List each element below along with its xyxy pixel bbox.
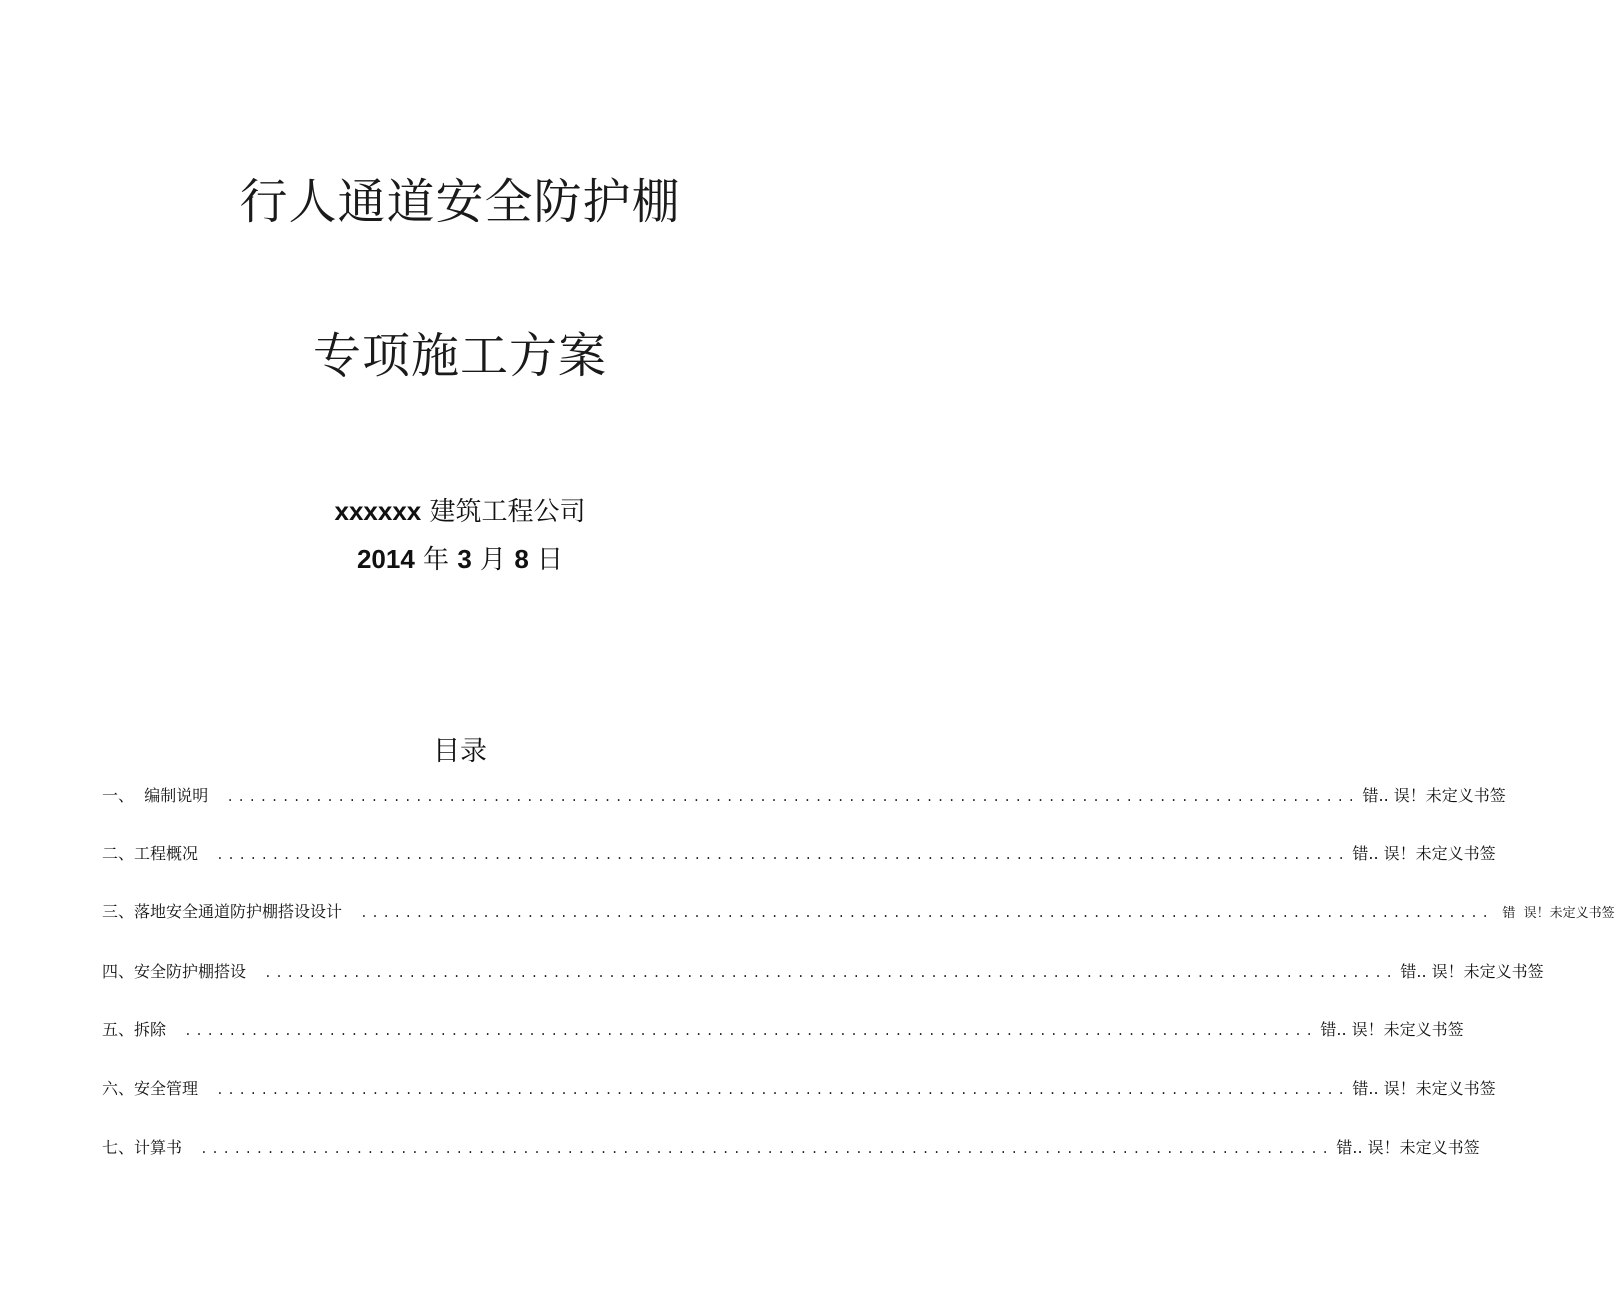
date-day: 8 [514,544,529,574]
toc-entry-label: 安全防护棚搭设 [134,962,247,981]
toc-entry-label: 编制说明 [134,786,209,805]
company-name-chinese: 建筑工程公司 [421,497,586,527]
toc-entry-page: 错.. 误！未定义书签 [1320,1020,1464,1039]
date-day-unit: 日 [528,545,564,575]
toc-entry-number: 六、 [102,1079,135,1098]
toc-entry[interactable] [102,1136,1480,1160]
toc-entry-page: 错.. 误！未定义书签 [1352,1079,1496,1098]
toc-entry[interactable] [102,842,1496,866]
toc-entry-page: 错.. 误！未定义书签 [1352,844,1496,863]
toc-heading: 目录 [433,736,487,767]
toc-leader-dots: ...................................................................................................... [216,1083,1349,1098]
toc-entry[interactable] [102,900,1615,924]
toc-entry-label: 工程概况 [134,844,199,863]
toc-entry-number: 一、 [102,786,135,805]
toc-entry-label: 计算书 [134,1138,183,1157]
date-year-unit: 年 [414,545,458,575]
toc-entry-page: 错.. 误！未定义书签 [1336,1138,1480,1157]
toc-leader-dots: ...................................................................................................... [264,966,1397,981]
toc-entry-page: 错 误！未定义书签 [1502,906,1615,921]
toc-entry[interactable] [102,960,1544,984]
toc-entry[interactable] [102,1077,1496,1101]
date-month-unit: 月 [471,545,515,575]
toc-entry-number: 二、 [102,844,135,863]
toc-leader-dots: ...................................................................................................... [360,906,1493,921]
company-name-latin: xxxxxx [334,496,422,526]
toc-entry-number: 五、 [102,1020,135,1039]
toc-entry-number: 三、 [102,902,135,921]
toc-entry-label: 安全管理 [134,1079,199,1098]
toc-entry-label: 拆除 [134,1020,167,1039]
toc-entry-number: 七、 [102,1138,135,1157]
company-name [0,494,920,529]
toc-entry[interactable] [102,784,1506,808]
toc-entry[interactable] [102,1018,1464,1042]
toc-leader-dots: ...................................................................................................... [216,848,1349,863]
toc-leader-dots: ...................................................................................................... [226,790,1359,805]
document-date [0,542,920,577]
document-subtitle: 专项施工方案 [312,328,607,384]
toc-leader-dots: ...................................................................................................... [200,1142,1333,1157]
date-year: 2014 [356,544,415,574]
toc-entry-page: 错.. 误！未定义书签 [1400,962,1544,981]
document-title: 行人通道安全防护棚 [239,174,681,230]
date-month: 3 [457,544,472,574]
toc-entry-number: 四、 [102,962,135,981]
toc-entry-label: 落地安全通道防护棚搭设设计 [134,902,343,921]
toc-entry-page: 错.. 误！未定义书签 [1362,786,1506,805]
toc-leader-dots: ...................................................................................................... [184,1024,1317,1039]
